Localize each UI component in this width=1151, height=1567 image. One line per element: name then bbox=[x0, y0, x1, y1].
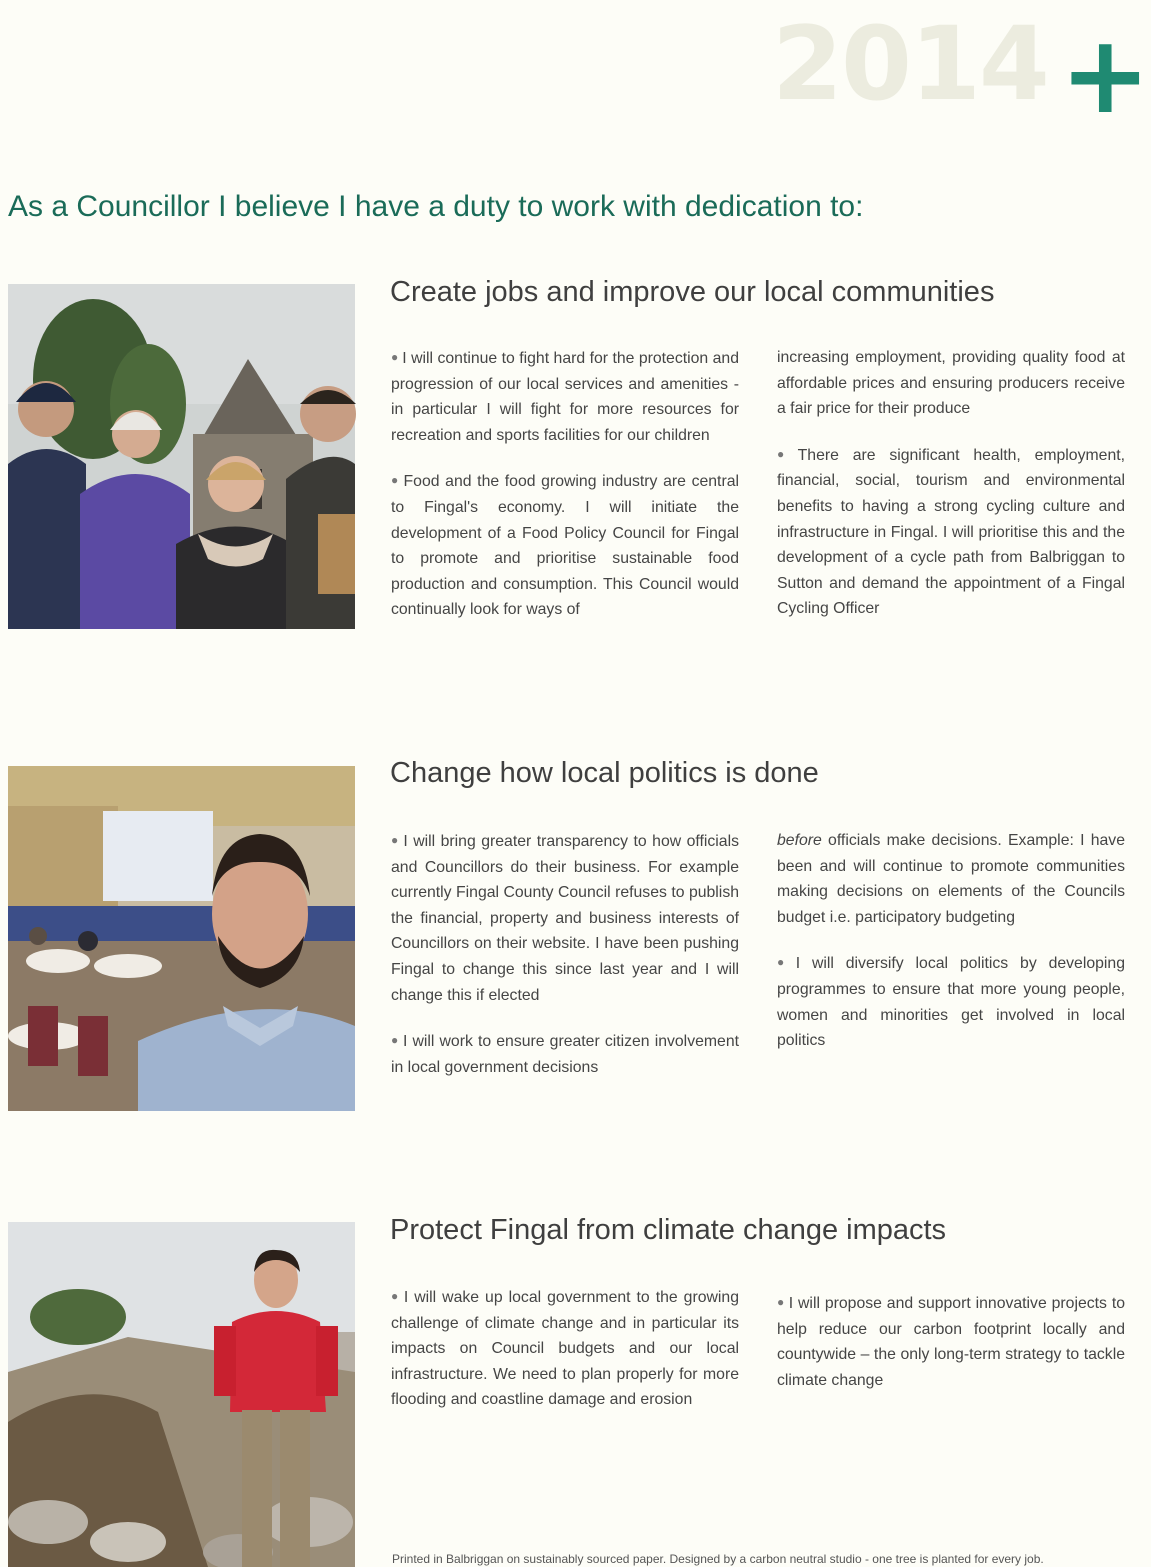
bullet-paragraph: ● I will diversify local politics by developing programmes to ensure that more young people, women and minorities get involved in local politics bbox=[777, 955, 1125, 1050]
bullet-icon: ● bbox=[777, 955, 792, 970]
bullet-paragraph: ● Food and the food growing industry are central to Fingal's economy. I will initiate the development of a Food Policy Council for Fingal to promote and prioritise sustainable food production and consumption. This Council would continually look for ways of bbox=[391, 473, 740, 619]
bullet-icon: ● bbox=[391, 1289, 400, 1303]
section-climate-col1 bbox=[391, 1284, 739, 1433]
coastline-photo-icon bbox=[8, 1222, 355, 1567]
continued-paragraph: increasing employment, providing quality food at affordable prices and ensuring producers receive a fair price for their produce bbox=[777, 349, 1125, 418]
bullet-icon: ● bbox=[391, 833, 400, 847]
section-jobs-col1 bbox=[391, 345, 739, 643]
year-graphic: 2014 bbox=[772, 5, 1048, 124]
section-politics-col2 bbox=[777, 828, 1125, 1074]
bullet-icon: ● bbox=[777, 1295, 785, 1309]
conference-photo-icon bbox=[8, 766, 355, 1111]
bullet-paragraph: ● I will work to ensure greater citizen involvement in local government decisions bbox=[391, 1033, 739, 1076]
footer-note: Printed in Balbriggan on sustainably sourced paper. Designed by a carbon neutral studio - one tree is planted for every job. bbox=[392, 1552, 1044, 1566]
continued-paragraph: before officials make decisions. Example: I have been and will continue to promote communities making decisions on elements of the Councils budget i.e. participatory budgeting bbox=[777, 832, 1125, 926]
plus-graphic: + bbox=[1060, 13, 1151, 138]
bullet-icon: ● bbox=[391, 350, 399, 364]
bullet-paragraph: ● I will wake up local government to the growing challenge of climate change and in particular its impacts on Council budgets and our local infrastructure. We need to plan properly for more flooding and coastline damage and erosion bbox=[391, 1289, 739, 1409]
section-climate-col2 bbox=[777, 1290, 1125, 1413]
section-heading-jobs: Create jobs and improve our local communities bbox=[390, 276, 995, 308]
group-photo-icon bbox=[8, 284, 355, 629]
bullet-icon: ● bbox=[391, 1033, 399, 1048]
bullet-paragraph: ● I will propose and support innovative projects to help reduce our carbon footprint locally and countywide – the only long-term strategy to tackle climate change bbox=[777, 1295, 1125, 1389]
bullet-icon: ● bbox=[777, 446, 794, 461]
intro-statement: As a Councillor I believe I have a duty to work with dedication to: bbox=[8, 190, 864, 223]
bullet-paragraph: ● There are significant health, employment, financial, social, tourism and environmental benefits to having a strong cycling culture and infrastructure in Fingal. I will prioritise this and the development of a cycle path from Balbriggan to Sutton and demand the appointment of a Fingal Cycling Officer bbox=[777, 446, 1126, 618]
section-heading-climate: Protect Fingal from climate change impacts bbox=[390, 1214, 947, 1246]
bullet-icon: ● bbox=[391, 473, 400, 488]
section-politics-col1 bbox=[391, 828, 739, 1100]
section-heading-politics: Change how local politics is done bbox=[390, 757, 819, 789]
bullet-paragraph: ● I will continue to fight hard for the protection and progression of our local services and amenities - in particular I will fight for more resources for recreation and sports facilities for our children bbox=[391, 350, 740, 444]
bullet-paragraph: ● I will bring greater transparency to how officials and Councillors do their business. For example currently Fingal County Council refuses to publish the financial, property and business interests of Councillors on their website. I have been pushing Fingal to change this since last year and I will change this if elected bbox=[391, 833, 740, 1004]
section-jobs-col2 bbox=[777, 345, 1125, 642]
